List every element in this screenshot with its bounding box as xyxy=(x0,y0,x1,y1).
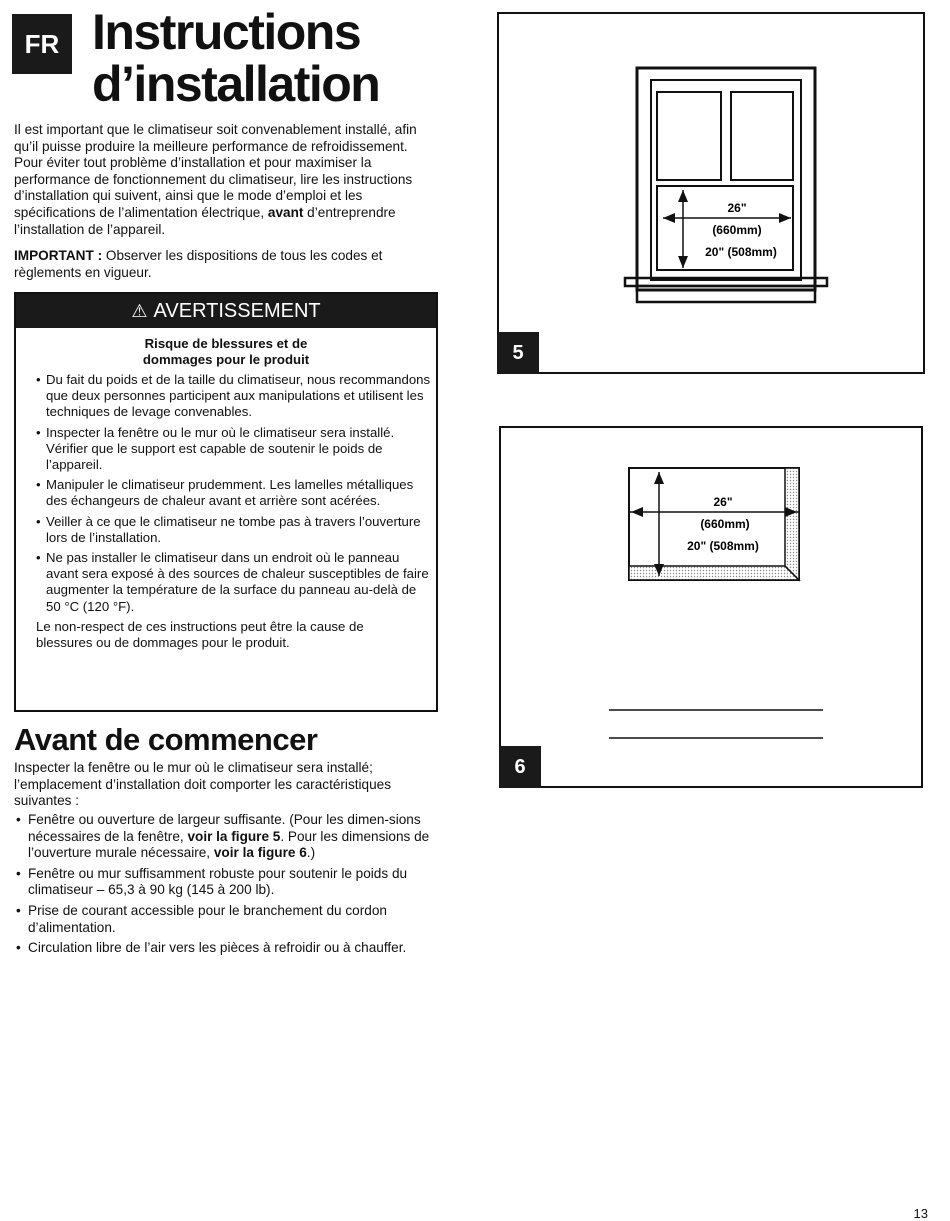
req1-link-fig6: voir la figure 6 xyxy=(213,845,307,861)
warning-item: • Veiller à ce que le climatiseur ne tombe pas à travers l’ouverture lors de l’installation. xyxy=(36,514,431,546)
figure-5 xyxy=(497,12,925,374)
opening-right-edge xyxy=(785,468,799,580)
intro-tail: d’entreprendre l’installation de l’appareil. xyxy=(14,204,396,237)
page-number: 13 xyxy=(913,1206,928,1221)
language-badge: FR xyxy=(12,14,72,74)
requirements-list xyxy=(14,812,442,961)
important-text: Observer les dispositions de tous les codes et règlements en vigueur. xyxy=(14,248,383,280)
upper-pane-right xyxy=(731,92,793,180)
title-line-1: Instructions xyxy=(92,4,361,60)
warning-heading: AVERTISSEMENT xyxy=(153,300,321,322)
sill-bottom xyxy=(637,286,815,302)
warning-item: • Manipuler le climatiseur prudemment. Les lamelles métalliques des échangeurs de chaleur avant et arrière sont acérées. xyxy=(36,477,431,509)
fig5-height: 20" (508mm) xyxy=(705,245,777,259)
warning-box xyxy=(14,292,438,712)
intro-paragraph xyxy=(14,122,439,238)
warning-footer: Le non-respect de ces instructions peut être la cause de blessures ou de dommages pour le produit. xyxy=(36,618,364,651)
figure-6-number: 6 xyxy=(499,746,541,788)
warning-subtitle xyxy=(16,336,436,368)
wall-opening-diagram xyxy=(501,428,921,786)
requirement-item: • Prise de courant accessible pour le branchement du cordon d’alimentation. xyxy=(14,903,442,936)
requirement-item xyxy=(14,812,442,862)
req1-text-c: . Pour les dimensions de l’ouverture murale nécessaire, xyxy=(28,828,430,861)
warning-item: • Du fait du poids et de la taille du climatiseur, nous recommandons que deux personnes participent aux manipulations et utilisent les techniques de levage convenables. xyxy=(36,372,431,421)
figure-5-number: 5 xyxy=(497,332,539,374)
fig6-width-in: 26" xyxy=(713,495,733,509)
req1-link-fig5: voir la figure 5 xyxy=(187,828,281,844)
upper-pane-left xyxy=(657,92,721,180)
important-note xyxy=(14,248,439,281)
section-heading: Avant de commencer xyxy=(14,722,318,757)
important-label: IMPORTANT : xyxy=(14,248,103,263)
warning-item: • Inspecter la fenêtre ou le mur où le climatiseur sera installé. Vérifier que le support est capable de soutenir le poids de l’appareil. xyxy=(36,425,431,474)
warning-list xyxy=(36,372,436,615)
warning-item: • Ne pas installer le climatiseur dans un endroit où le panneau avant sera exposé à des sources de chaleur susceptibles de faire augmenter la température de la surface du panneau au-delà de 50 °C (120 °F). xyxy=(36,550,431,615)
warning-subtitle-line2: dommages pour le produit xyxy=(142,352,310,367)
fig5-width-mm: (660mm) xyxy=(712,223,762,237)
req1-text-a: Fenêtre ou ouverture de largeur suffisante. (Pour les dimen-sions nécessaires de la fenêtre, xyxy=(28,812,421,844)
window-diagram xyxy=(499,14,923,372)
figure-6 xyxy=(499,426,923,788)
requirement-item: • Fenêtre ou mur suffisamment robuste pour soutenir le poids du climatiseur – 65,3 à 90 kg (145 à 200 lb). xyxy=(14,866,442,899)
warning-triangle-icon: ⚠ xyxy=(131,301,148,321)
warning-subtitle-line1: Risque de blessures et de xyxy=(144,336,308,351)
opening-bottom-edge xyxy=(629,566,799,580)
section-intro: Inspecter la fenêtre ou le mur où le climatiseur sera installé; l’emplacement d’installation doit comporter les caractéristiques suivantes : xyxy=(14,760,392,809)
warning-header xyxy=(16,294,436,328)
intro-text: Il est important que le climatiseur soit convenablement installé, afin qu’il puisse produire la meilleure performance de refroidissement. Pour éviter tout problème d’installation et pour maximiser la performance de fonctionnement du climatiseur, lire les instructions d’installation qui suivent, ainsi que le mode d’emploi et les spécifications de l’alimentation électrique, xyxy=(14,122,417,220)
fig6-height: 20" (508mm) xyxy=(687,539,759,553)
title-line-2: d’installation xyxy=(92,56,380,112)
requirement-item: • Circulation libre de l’air vers les pièces à refroidir ou à chauffer. xyxy=(14,940,442,957)
fig6-width-mm: (660mm) xyxy=(700,517,750,531)
page-title xyxy=(92,6,379,110)
fig5-width-in: 26" xyxy=(727,201,747,215)
intro-bold: avant xyxy=(267,204,304,220)
req1-text-e: .) xyxy=(306,845,316,861)
